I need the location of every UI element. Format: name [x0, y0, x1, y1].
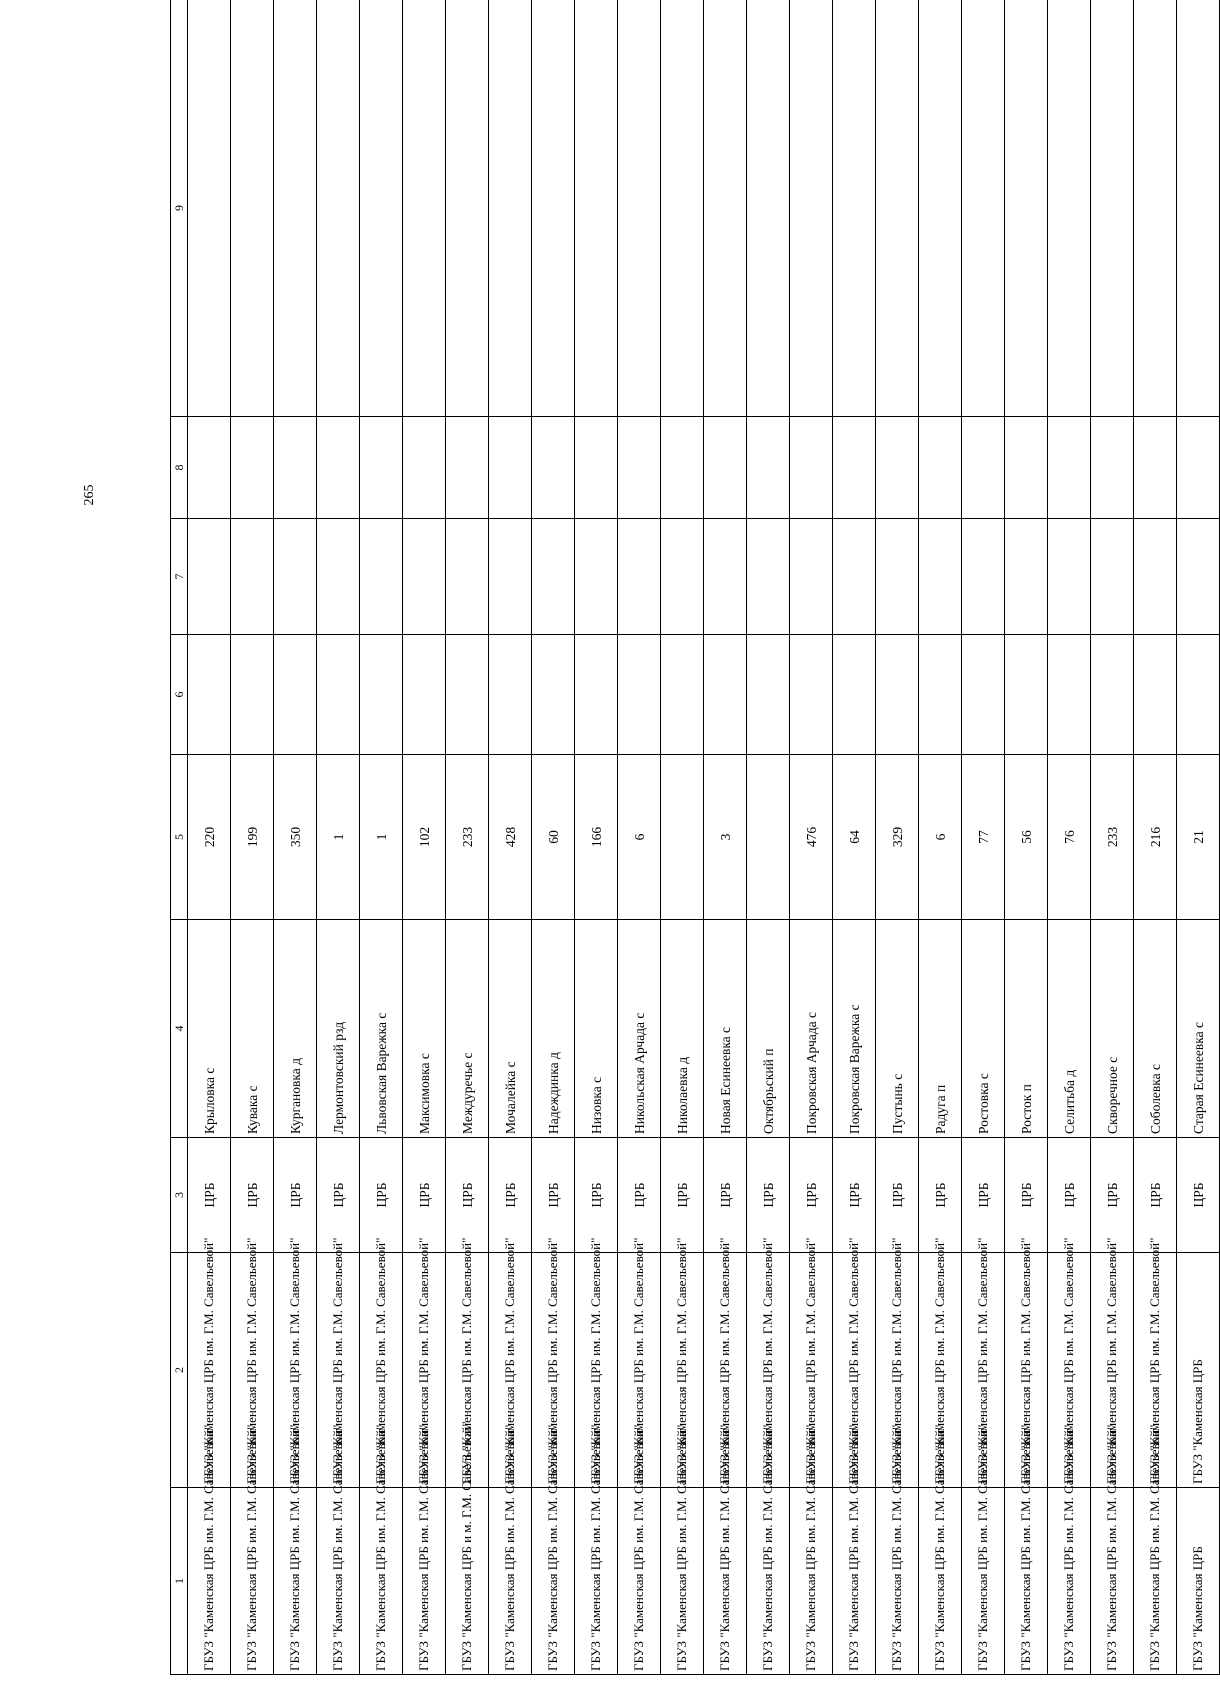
empty-cell	[1005, 519, 1048, 635]
table-row	[618, 0, 661, 1675]
empty-cell	[317, 417, 360, 519]
empty-cell	[1005, 417, 1048, 519]
settlement-cell: Скворечное с	[1091, 920, 1134, 1138]
empty-cell	[790, 635, 833, 755]
institution-cell: ГБУЗ "Каменская ЦРБ им. Г.М. Савельевой"	[618, 1488, 661, 1675]
empty-cell	[919, 417, 962, 519]
settlement-cell: Кувака с	[231, 920, 274, 1138]
institution-cell: ГБУЗ "Каменская ЦРБ им. Г.М. Савельевой"	[833, 1488, 876, 1675]
column-header: 3	[171, 1138, 188, 1253]
institution-cell: ГБУЗ "Каменская ЦРБ им. Г.М. Савельевой"	[532, 1253, 575, 1488]
settlement-cell: Львовская Варежка с	[360, 920, 403, 1138]
settlement-cell: Новая Есинеевка с	[704, 920, 747, 1138]
table-row	[1091, 0, 1134, 1675]
institution-cell: ГБУЗ "Каменская ЦРБ им. Г.М. Савельевой"	[575, 1253, 618, 1488]
table-row	[231, 0, 274, 1675]
empty-cell	[489, 0, 532, 417]
settlement-cell: Никольская Арчада с	[618, 920, 661, 1138]
institution-cell: ГБУЗ "Каменская ЦРБ им. Г.М. Савельевой"	[274, 1488, 317, 1675]
empty-cell	[575, 0, 618, 417]
institution-cell: ГБУЗ "Каменская ЦРБ им. Г.М. Савельевой"	[1134, 1488, 1177, 1675]
count-cell: 64	[833, 755, 876, 920]
facility-type-cell: ЦРБ	[876, 1138, 919, 1253]
empty-cell	[403, 519, 446, 635]
facility-type-cell: ЦРБ	[274, 1138, 317, 1253]
empty-cell	[403, 635, 446, 755]
empty-cell	[919, 0, 962, 417]
empty-cell	[446, 0, 489, 417]
institution-cell: ГБУЗ "Каменская ЦРБ им. Г.М. Савельевой"	[919, 1253, 962, 1488]
institution-cell: ГБУЗ "Каменская ЦРБ им. Г.М. Савельевой"	[532, 1488, 575, 1675]
empty-cell	[231, 417, 274, 519]
institution-cell: ГБУЗ "Каменская ЦРБ им. Г.М. Савельевой"	[317, 1488, 360, 1675]
count-cell: 233	[1091, 755, 1134, 920]
empty-cell	[274, 0, 317, 417]
empty-cell	[446, 417, 489, 519]
facility-type-cell: ЦРБ	[403, 1138, 446, 1253]
empty-cell	[188, 635, 231, 755]
empty-cell	[1134, 417, 1177, 519]
institution-cell: ГБУЗ "Каменская ЦРБ им. Г.М. Савельевой"	[188, 1253, 231, 1488]
settlement-cell: Соболевка с	[1134, 920, 1177, 1138]
empty-cell	[833, 519, 876, 635]
facility-type-cell: ЦРБ	[747, 1138, 790, 1253]
empty-cell	[1134, 0, 1177, 417]
settlement-cell: Кургановка д	[274, 920, 317, 1138]
facility-type-cell: ЦРБ	[1091, 1138, 1134, 1253]
institution-cell: ГБУЗ "Каменская ЦРБ им. Г.М. Савельевой"	[489, 1253, 532, 1488]
empty-cell	[489, 417, 532, 519]
institution-cell: ГБУЗ "Каменская ЦРБ им. Г.М. Савельевой"	[790, 1253, 833, 1488]
empty-cell	[747, 0, 790, 417]
table-row	[1005, 0, 1048, 1675]
empty-cell	[1091, 519, 1134, 635]
settlement-cell: Мочалейка с	[489, 920, 532, 1138]
facility-type-cell: ЦРБ	[618, 1138, 661, 1253]
table-body	[188, 0, 1220, 1675]
institution-cell: ГБУЗ "Каменская ЦРБ им. Г.М. Савельевой"	[446, 1253, 489, 1488]
institution-cell: ГБУЗ "Каменская ЦРБ им. Г.М. Савельевой"	[575, 1488, 618, 1675]
facility-type-cell: ЦРБ	[1134, 1138, 1177, 1253]
empty-cell	[360, 519, 403, 635]
institution-cell: ГБУЗ "Каменская ЦРБ им. Г.М. Савельевой"	[403, 1253, 446, 1488]
empty-cell	[919, 635, 962, 755]
empty-cell	[188, 417, 231, 519]
empty-cell	[532, 635, 575, 755]
institution-cell: ГБУЗ "Каменская ЦРБ им. Г.М. Савельевой"	[661, 1488, 704, 1675]
empty-cell	[876, 417, 919, 519]
institution-cell: ГБУЗ "Каменская ЦРБ им. Г.М. Савельевой"	[876, 1253, 919, 1488]
facility-type-cell: ЦРБ	[489, 1138, 532, 1253]
settlement-cell: Низовка с	[575, 920, 618, 1138]
empty-cell	[317, 0, 360, 417]
settlement-cell: Росток п	[1005, 920, 1048, 1138]
empty-cell	[747, 417, 790, 519]
empty-cell	[1048, 635, 1091, 755]
institution-cell: ГБУЗ "Каменская ЦРБ им. Г.М. Савельевой"	[1091, 1488, 1134, 1675]
institution-cell: ГБУЗ "Каменская ЦРБ им. Г.М. Савельевой"	[962, 1488, 1005, 1675]
count-cell: 329	[876, 755, 919, 920]
empty-cell	[1048, 0, 1091, 417]
empty-cell	[532, 0, 575, 417]
settlement-cell: Ростовка с	[962, 920, 1005, 1138]
column-header: 8	[171, 417, 188, 519]
count-cell: 56	[1005, 755, 1048, 920]
empty-cell	[575, 635, 618, 755]
institution-cell: ГБУЗ "Каменская ЦРБ им. Г.М. Савельевой"	[360, 1253, 403, 1488]
settlement-cell: Покровская Варежка с	[833, 920, 876, 1138]
empty-cell	[962, 0, 1005, 417]
table-row	[704, 0, 747, 1675]
empty-cell	[1177, 417, 1220, 519]
institution-cell: ГБУЗ "Каменская ЦРБ им. Г.М. Савельевой"	[747, 1488, 790, 1675]
count-cell: 21	[1177, 755, 1220, 920]
settlement-cell: Максимовка с	[403, 920, 446, 1138]
institution-cell: ГБУЗ "Каменская ЦРБ им. Г.М. Савельевой"	[403, 1488, 446, 1675]
institution-cell: ГБУЗ "Каменская ЦРБ им. Г.М. Савельевой"	[876, 1488, 919, 1675]
empty-cell	[618, 635, 661, 755]
empty-cell	[274, 417, 317, 519]
settlement-cell: Николаевка д	[661, 920, 704, 1138]
settlement-cell: Старая Есинеевка с	[1177, 920, 1220, 1138]
count-cell	[747, 755, 790, 920]
institution-cell: ГБУЗ "Каменская ЦРБ им. Г.М. Савельевой"	[360, 1488, 403, 1675]
table-row	[876, 0, 919, 1675]
institution-cell: ГБУЗ "Каменская ЦРБ и м. Г.М. Савельевой"	[446, 1488, 489, 1675]
empty-cell	[360, 0, 403, 417]
empty-cell	[575, 519, 618, 635]
facility-type-cell: ЦРБ	[1005, 1138, 1048, 1253]
facility-type-cell: ЦРБ	[231, 1138, 274, 1253]
empty-cell	[876, 635, 919, 755]
empty-cell	[188, 0, 231, 417]
empty-cell	[1134, 519, 1177, 635]
empty-cell	[661, 635, 704, 755]
institution-cell: ГБУЗ "Каменская ЦРБ им. Г.М. Савельевой"	[188, 1488, 231, 1675]
empty-cell	[489, 635, 532, 755]
empty-cell	[317, 519, 360, 635]
empty-cell	[489, 519, 532, 635]
empty-cell	[704, 519, 747, 635]
table-row	[833, 0, 876, 1675]
empty-cell	[317, 635, 360, 755]
empty-cell	[403, 417, 446, 519]
facility-type-cell: ЦРБ	[575, 1138, 618, 1253]
institution-cell: ГБУЗ "Каменская ЦРБ им. Г.М. Савельевой"	[1048, 1253, 1091, 1488]
facility-type-cell: ЦРБ	[317, 1138, 360, 1253]
empty-cell	[231, 635, 274, 755]
registry-table	[170, 0, 1220, 1675]
column-header: 6	[171, 635, 188, 755]
count-cell: 3	[704, 755, 747, 920]
institution-cell: ГБУЗ "Каменская ЦРБ им. Г.М. Савельевой"	[704, 1253, 747, 1488]
empty-cell	[1005, 635, 1048, 755]
empty-cell	[919, 519, 962, 635]
empty-cell	[1091, 0, 1134, 417]
column-header: 7	[171, 519, 188, 635]
empty-cell	[661, 417, 704, 519]
settlement-cell: Радуга п	[919, 920, 962, 1138]
institution-cell: ГБУЗ "Каменская ЦРБ им. Г.М. Савельевой"	[747, 1253, 790, 1488]
institution-cell: ГБУЗ "Каменская ЦРБ им. Г.М. Савельевой"	[231, 1253, 274, 1488]
empty-cell	[962, 519, 1005, 635]
empty-cell	[446, 519, 489, 635]
count-cell: 102	[403, 755, 446, 920]
count-cell: 233	[446, 755, 489, 920]
empty-cell	[231, 519, 274, 635]
count-cell: 1	[317, 755, 360, 920]
empty-cell	[747, 519, 790, 635]
empty-cell	[231, 0, 274, 417]
count-cell: 166	[575, 755, 618, 920]
empty-cell	[360, 635, 403, 755]
settlement-cell: Крыловка с	[188, 920, 231, 1138]
facility-type-cell: ЦРБ	[188, 1138, 231, 1253]
table-row	[489, 0, 532, 1675]
institution-cell: ГБУЗ "Каменская ЦРБ им. Г.М. Савельевой"	[704, 1488, 747, 1675]
count-cell: 476	[790, 755, 833, 920]
empty-cell	[188, 519, 231, 635]
facility-type-cell: ЦРБ	[532, 1138, 575, 1253]
count-cell: 350	[274, 755, 317, 920]
empty-cell	[618, 0, 661, 417]
count-cell: 1	[360, 755, 403, 920]
table-row	[1134, 0, 1177, 1675]
empty-cell	[876, 0, 919, 417]
facility-type-cell: ЦРБ	[704, 1138, 747, 1253]
column-header: 9	[171, 0, 188, 417]
institution-cell: ГБУЗ "Каменская ЦРБ им. Г.М. Савельевой"	[1091, 1253, 1134, 1488]
empty-cell	[1091, 635, 1134, 755]
table-row	[790, 0, 833, 1675]
institution-cell: ГБУЗ "Каменская ЦРБ им. Г.М. Савельевой"	[833, 1253, 876, 1488]
empty-cell	[833, 0, 876, 417]
institution-cell: ГБУЗ "Каменская ЦРБ им. Г.М. Савельевой"	[489, 1488, 532, 1675]
empty-cell	[962, 417, 1005, 519]
facility-type-cell: ЦРБ	[790, 1138, 833, 1253]
empty-cell	[274, 519, 317, 635]
empty-cell	[1091, 417, 1134, 519]
count-cell: 76	[1048, 755, 1091, 920]
empty-cell	[790, 519, 833, 635]
institution-cell: ГБУЗ "Каменская ЦРБ им. Г.М. Савельевой"	[1005, 1253, 1048, 1488]
settlement-cell: Покровская Арчада с	[790, 920, 833, 1138]
table-row	[188, 0, 231, 1675]
table-row	[274, 0, 317, 1675]
empty-cell	[704, 417, 747, 519]
column-header: 5	[171, 755, 188, 920]
institution-cell: ГБУЗ "Каменская ЦРБ им. Г.М. Савельевой"	[1134, 1253, 1177, 1488]
table-row	[317, 0, 360, 1675]
empty-cell	[833, 417, 876, 519]
table-row	[532, 0, 575, 1675]
table-row	[446, 0, 489, 1675]
count-cell	[661, 755, 704, 920]
institution-cell: ГБУЗ "Каменская ЦРБ им. Г.М. Савельевой"	[962, 1253, 1005, 1488]
settlement-cell: Лермонтовский рзд	[317, 920, 360, 1138]
empty-cell	[790, 0, 833, 417]
empty-cell	[360, 417, 403, 519]
column-number-row	[171, 0, 188, 1675]
settlement-cell: Надеждинка д	[532, 920, 575, 1138]
institution-cell: ГБУЗ "Каменская ЦРБ им. Г.М. Савельевой"	[231, 1488, 274, 1675]
column-header: 4	[171, 920, 188, 1138]
count-cell: 216	[1134, 755, 1177, 920]
empty-cell	[532, 417, 575, 519]
empty-cell	[1134, 635, 1177, 755]
empty-cell	[575, 417, 618, 519]
settlement-cell: Междуречье с	[446, 920, 489, 1138]
count-cell: 220	[188, 755, 231, 920]
empty-cell	[446, 635, 489, 755]
institution-cell: ГБУЗ "Каменская ЦРБ	[1177, 1488, 1220, 1675]
institution-cell: ГБУЗ "Каменская ЦРБ им. Г.М. Савельевой"	[1005, 1488, 1048, 1675]
table-row	[1048, 0, 1091, 1675]
empty-cell	[274, 635, 317, 755]
table-row	[403, 0, 446, 1675]
table-row	[661, 0, 704, 1675]
empty-cell	[833, 635, 876, 755]
empty-cell	[403, 0, 446, 417]
column-header: 2	[171, 1253, 188, 1488]
facility-type-cell: ЦРБ	[360, 1138, 403, 1253]
count-cell: 60	[532, 755, 575, 920]
institution-cell: ГБУЗ "Каменская ЦРБ им. Г.М. Савельевой"	[618, 1253, 661, 1488]
count-cell: 6	[919, 755, 962, 920]
empty-cell	[1005, 0, 1048, 417]
count-cell: 199	[231, 755, 274, 920]
table-row	[360, 0, 403, 1675]
count-cell: 77	[962, 755, 1005, 920]
institution-cell: ГБУЗ "Каменская ЦРБ им. Г.М. Савельевой"	[661, 1253, 704, 1488]
empty-cell	[747, 635, 790, 755]
facility-type-cell: ЦРБ	[919, 1138, 962, 1253]
facility-type-cell: ЦРБ	[661, 1138, 704, 1253]
count-cell: 6	[618, 755, 661, 920]
table-row	[1177, 0, 1220, 1675]
empty-cell	[1048, 519, 1091, 635]
empty-cell	[661, 519, 704, 635]
facility-type-cell: ЦРБ	[446, 1138, 489, 1253]
empty-cell	[790, 417, 833, 519]
facility-type-cell: ЦРБ	[962, 1138, 1005, 1253]
institution-cell: ГБУЗ "Каменская ЦРБ им. Г.М. Савельевой"	[274, 1253, 317, 1488]
empty-cell	[532, 519, 575, 635]
column-header: 1	[171, 1488, 188, 1675]
settlement-cell: Селитьба д	[1048, 920, 1091, 1138]
table-row	[962, 0, 1005, 1675]
empty-cell	[618, 417, 661, 519]
institution-cell: ГБУЗ "Каменская ЦРБ им. Г.М. Савельевой"	[317, 1253, 360, 1488]
count-cell: 428	[489, 755, 532, 920]
empty-cell	[704, 635, 747, 755]
empty-cell	[704, 0, 747, 417]
settlement-cell: Пустынь с	[876, 920, 919, 1138]
table-row	[919, 0, 962, 1675]
empty-cell	[618, 519, 661, 635]
settlement-cell: Октябрьский п	[747, 920, 790, 1138]
facility-type-cell: ЦРБ	[1048, 1138, 1091, 1253]
empty-cell	[962, 635, 1005, 755]
institution-cell: ГБУЗ "Каменская ЦРБ им. Г.М. Савельевой"	[919, 1488, 962, 1675]
institution-cell: ГБУЗ "Каменская ЦРБ	[1177, 1253, 1220, 1488]
facility-type-cell: ЦРБ	[1177, 1138, 1220, 1253]
rotated-table-frame	[170, 0, 1206, 1697]
empty-cell	[1177, 519, 1220, 635]
page-number: 265	[82, 484, 97, 506]
table-row	[747, 0, 790, 1675]
empty-cell	[1177, 635, 1220, 755]
empty-cell	[661, 0, 704, 417]
facility-type-cell: ЦРБ	[833, 1138, 876, 1253]
empty-cell	[1048, 417, 1091, 519]
empty-cell	[876, 519, 919, 635]
institution-cell: ГБУЗ "Каменская ЦРБ им. Г.М. Савельевой"	[1048, 1488, 1091, 1675]
empty-cell	[1177, 0, 1220, 417]
table-row	[575, 0, 618, 1675]
institution-cell: ГБУЗ "Каменская ЦРБ им. Г.М. Савельевой"	[790, 1488, 833, 1675]
